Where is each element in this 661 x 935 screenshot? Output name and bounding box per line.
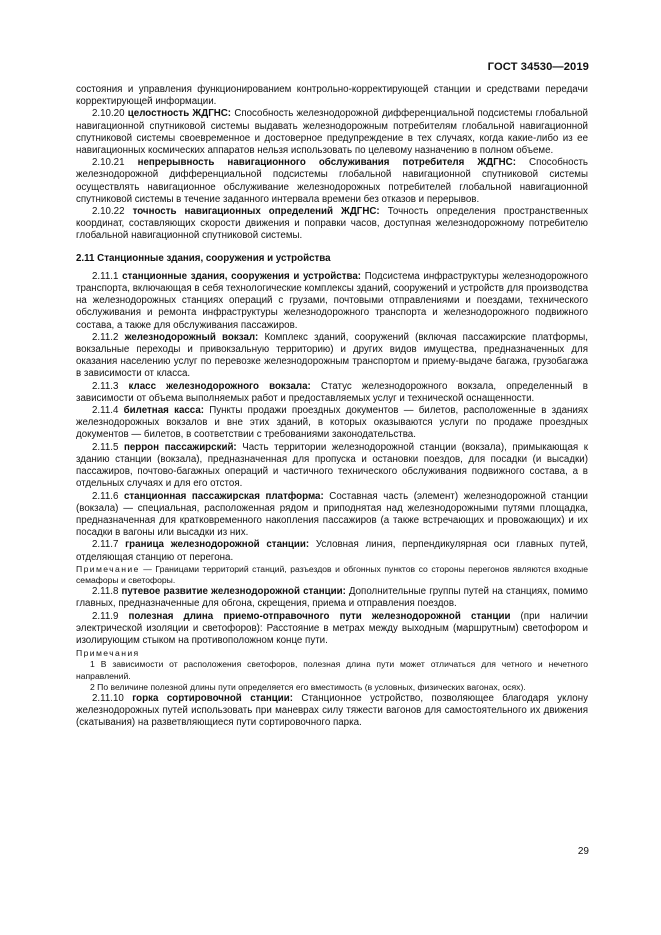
entries-group-a: [76, 108, 588, 242]
entry-definition: Способность железнодорожной дифференциальной подсистемы глобальной навигационной спутниковой системы выдавать железнодорожным потребителям глобальной навигационной спутниковой системы своевременное и достоверное предупреждение в тех случаях, когда какие-либо из ее навигационных космических аппаратов нельзя использовать по целевому назначению в полном объеме.: [76, 108, 588, 157]
note-item: 2 По величине полезной длины пути определяется его вместимость (в условных, физических вагонах, осях).: [90, 681, 526, 692]
section-title: 2.11 Станционные здания, сооружения и устройства: [76, 252, 331, 264]
definition-entry: [76, 381, 588, 405]
document-body: [76, 84, 588, 730]
definition-entry: [76, 271, 588, 332]
entry-number: 2.10.21: [92, 157, 125, 169]
note-item: 1 В зависимости от расположения светофоров, полезная длина пути может отличаться для четного и нечетного направлений.: [76, 659, 588, 681]
entries-group-c: [76, 586, 588, 647]
entry-definition: Составная часть (элемент) железнодорожной станции (вокзала) — специальная, расположенная рядом и приподнятая над железнодорожными путями площадка, предназначенная для кратковременного накопления пассажиров (а также встречающих и провожающих) и их посадки в вагоны или высадки из них.: [76, 490, 589, 539]
definition-entry: [76, 108, 588, 157]
entry-term: класс железнодорожного вокзала:: [128, 380, 311, 392]
entry-number: 2.11.3: [92, 380, 119, 392]
entry-definition: Подсистема инфраструктуры железнодорожного транспорта, включающая в себя технологические комплексы зданий, сооружений и устройств для производства на железнодорожных станциях операций с грузами, почтовыми отправлениями и поездами, технического обслуживания и ремонта инфраструктуры железнодорожного транспорта и железнодорожного подвижного состава, а также для обслуживания пассажиров.: [76, 270, 588, 331]
entry-definition: Условная линия, перпендикулярная оси главных путей, отделяющая станцию от перегона.: [76, 539, 588, 563]
standard-header: ГОСТ 34530—2019: [487, 61, 589, 73]
entry-number: 2.11.10: [92, 692, 124, 704]
entry-term: перрон пассажирский:: [123, 441, 237, 453]
definition-entry: [76, 442, 588, 491]
definition-entry: [76, 206, 588, 243]
entry-term: станционные здания, сооружения и устройства:: [122, 270, 362, 282]
entry-term: целостность ЖДГНС:: [127, 108, 232, 120]
entries-group-d: [76, 693, 588, 730]
entries-group-b: [76, 271, 588, 564]
entry-definition: Станционное устройство, позволяющее благодаря уклону железнодорожных путей использовать при маневрах силу тяжести вагонов для самостоятельного их движения (скатывания) на разветвляющиеся пути сортировочного парка.: [76, 692, 588, 729]
entry-term: непрерывность навигационного обслуживания потребителя ЖДГНС:: [137, 157, 516, 169]
entry-definition: Часть территории железнодорожной станции (вокзала), примыкающая к зданию станции (вокзала), предназначенная для пропуска и остановки поездов, для посадки (и высадки) пассажиров, почтово-багажных операций и частичного технического обслуживания подвижного состава, а в отдельных случаях и для его отстоя.: [76, 441, 588, 490]
entry-term: точность навигационных определений ЖДГНС:: [132, 206, 380, 218]
definition-entry: [76, 539, 588, 563]
entry-definition: Пункты продажи проездных документов — билетов, расположенные в зданиях железнодорожных вокзалов и вне этих зданий, в которых оказываются услуги по продаже проездных документов — билетов, в соответствии с требованиями законодательства.: [76, 405, 588, 441]
entry-term: путевое развитие железнодорожной станции:: [121, 586, 346, 598]
note: [76, 564, 588, 586]
entry-number: 2.11.4: [92, 405, 119, 417]
entry-definition: Статус железнодорожного вокзала, определенный в зависимости от объема выполняемых работ и предоставляемых услуг и технической оснащенности.: [76, 380, 588, 404]
entry-number: 2.11.6: [92, 490, 119, 502]
notes-heading: Примечания: [76, 648, 140, 659]
definition-entry: [76, 405, 588, 442]
entry-number: 2.11.8: [92, 586, 119, 598]
continuation-paragraph: состояния и управления функционированием контрольно-корректирующей станции и средствами передачи корректирующей информации.: [76, 84, 588, 108]
entry-number: 2.11.9: [92, 610, 119, 622]
definition-entry: [76, 611, 588, 648]
definition-entry: [76, 157, 588, 206]
entry-number: 2.11.2: [92, 331, 119, 343]
definition-entry: [76, 693, 588, 730]
entry-term: станционная пассажирская платформа:: [123, 490, 324, 502]
entry-definition: Способность железнодорожной дифференциальной подсистемы глобальной навигационной спутниковой системы осуществлять навигационное обслуживание железнодорожных потребителей глобальной навигационной спутниковой системы в течение заданного интервала времени без отказов и перерывов.: [76, 157, 589, 205]
definition-entry: [76, 332, 588, 381]
entry-definition: Комплекс зданий, сооружений (включая пассажирские платформы, вокзальные переходы и привокзальную территорию) и других видов имущества, предназначенных для оказания населению услуг по перевозке железнодорожным транспортом и приему-выдаче багажа, грузобагажа в зависимости от класса.: [76, 331, 588, 380]
entry-number: 2.10.20: [92, 108, 125, 120]
entry-definition: Точность определения пространственных координат, составляющих скорости движения и поправки часов, доступная железнодорожному потребителю глобальной навигационной спутниковой системы.: [76, 206, 588, 242]
entry-term: горка сортировочной станции:: [132, 692, 293, 704]
entry-number: 2.11.5: [92, 441, 119, 453]
entry-number: 2.11.7: [92, 539, 119, 551]
entry-number: 2.11.1: [92, 270, 119, 282]
entry-term: полезная длина приемо-отправочного пути железнодорожной станции: [128, 610, 511, 622]
entry-term: билетная касса:: [123, 405, 205, 417]
note-text: — Границами территорий станций, разъездов и обгонных пунктов со стороны перегонов являются входные семафоры и светофоры.: [76, 563, 588, 585]
page-number: 29: [577, 846, 589, 857]
definition-entry: [76, 491, 588, 540]
entry-term: граница железнодорожной станции:: [125, 539, 310, 551]
definition-entry: [76, 586, 588, 610]
entry-definition: Дополнительные группы путей на станциях, помимо главных, предназначенные для обгона, скрещения, приема и отправления поездов.: [76, 586, 588, 610]
note-label: Примечание: [76, 563, 140, 574]
entry-definition: (при наличии электрической изоляции и светофоров): Расстояние в метрах между выходным (маршрутным) светофором и изолирующим стыком на противоположном конце пути.: [76, 610, 588, 646]
entry-term: железнодорожный вокзал:: [124, 331, 259, 343]
entry-number: 2.10.22: [92, 206, 125, 218]
